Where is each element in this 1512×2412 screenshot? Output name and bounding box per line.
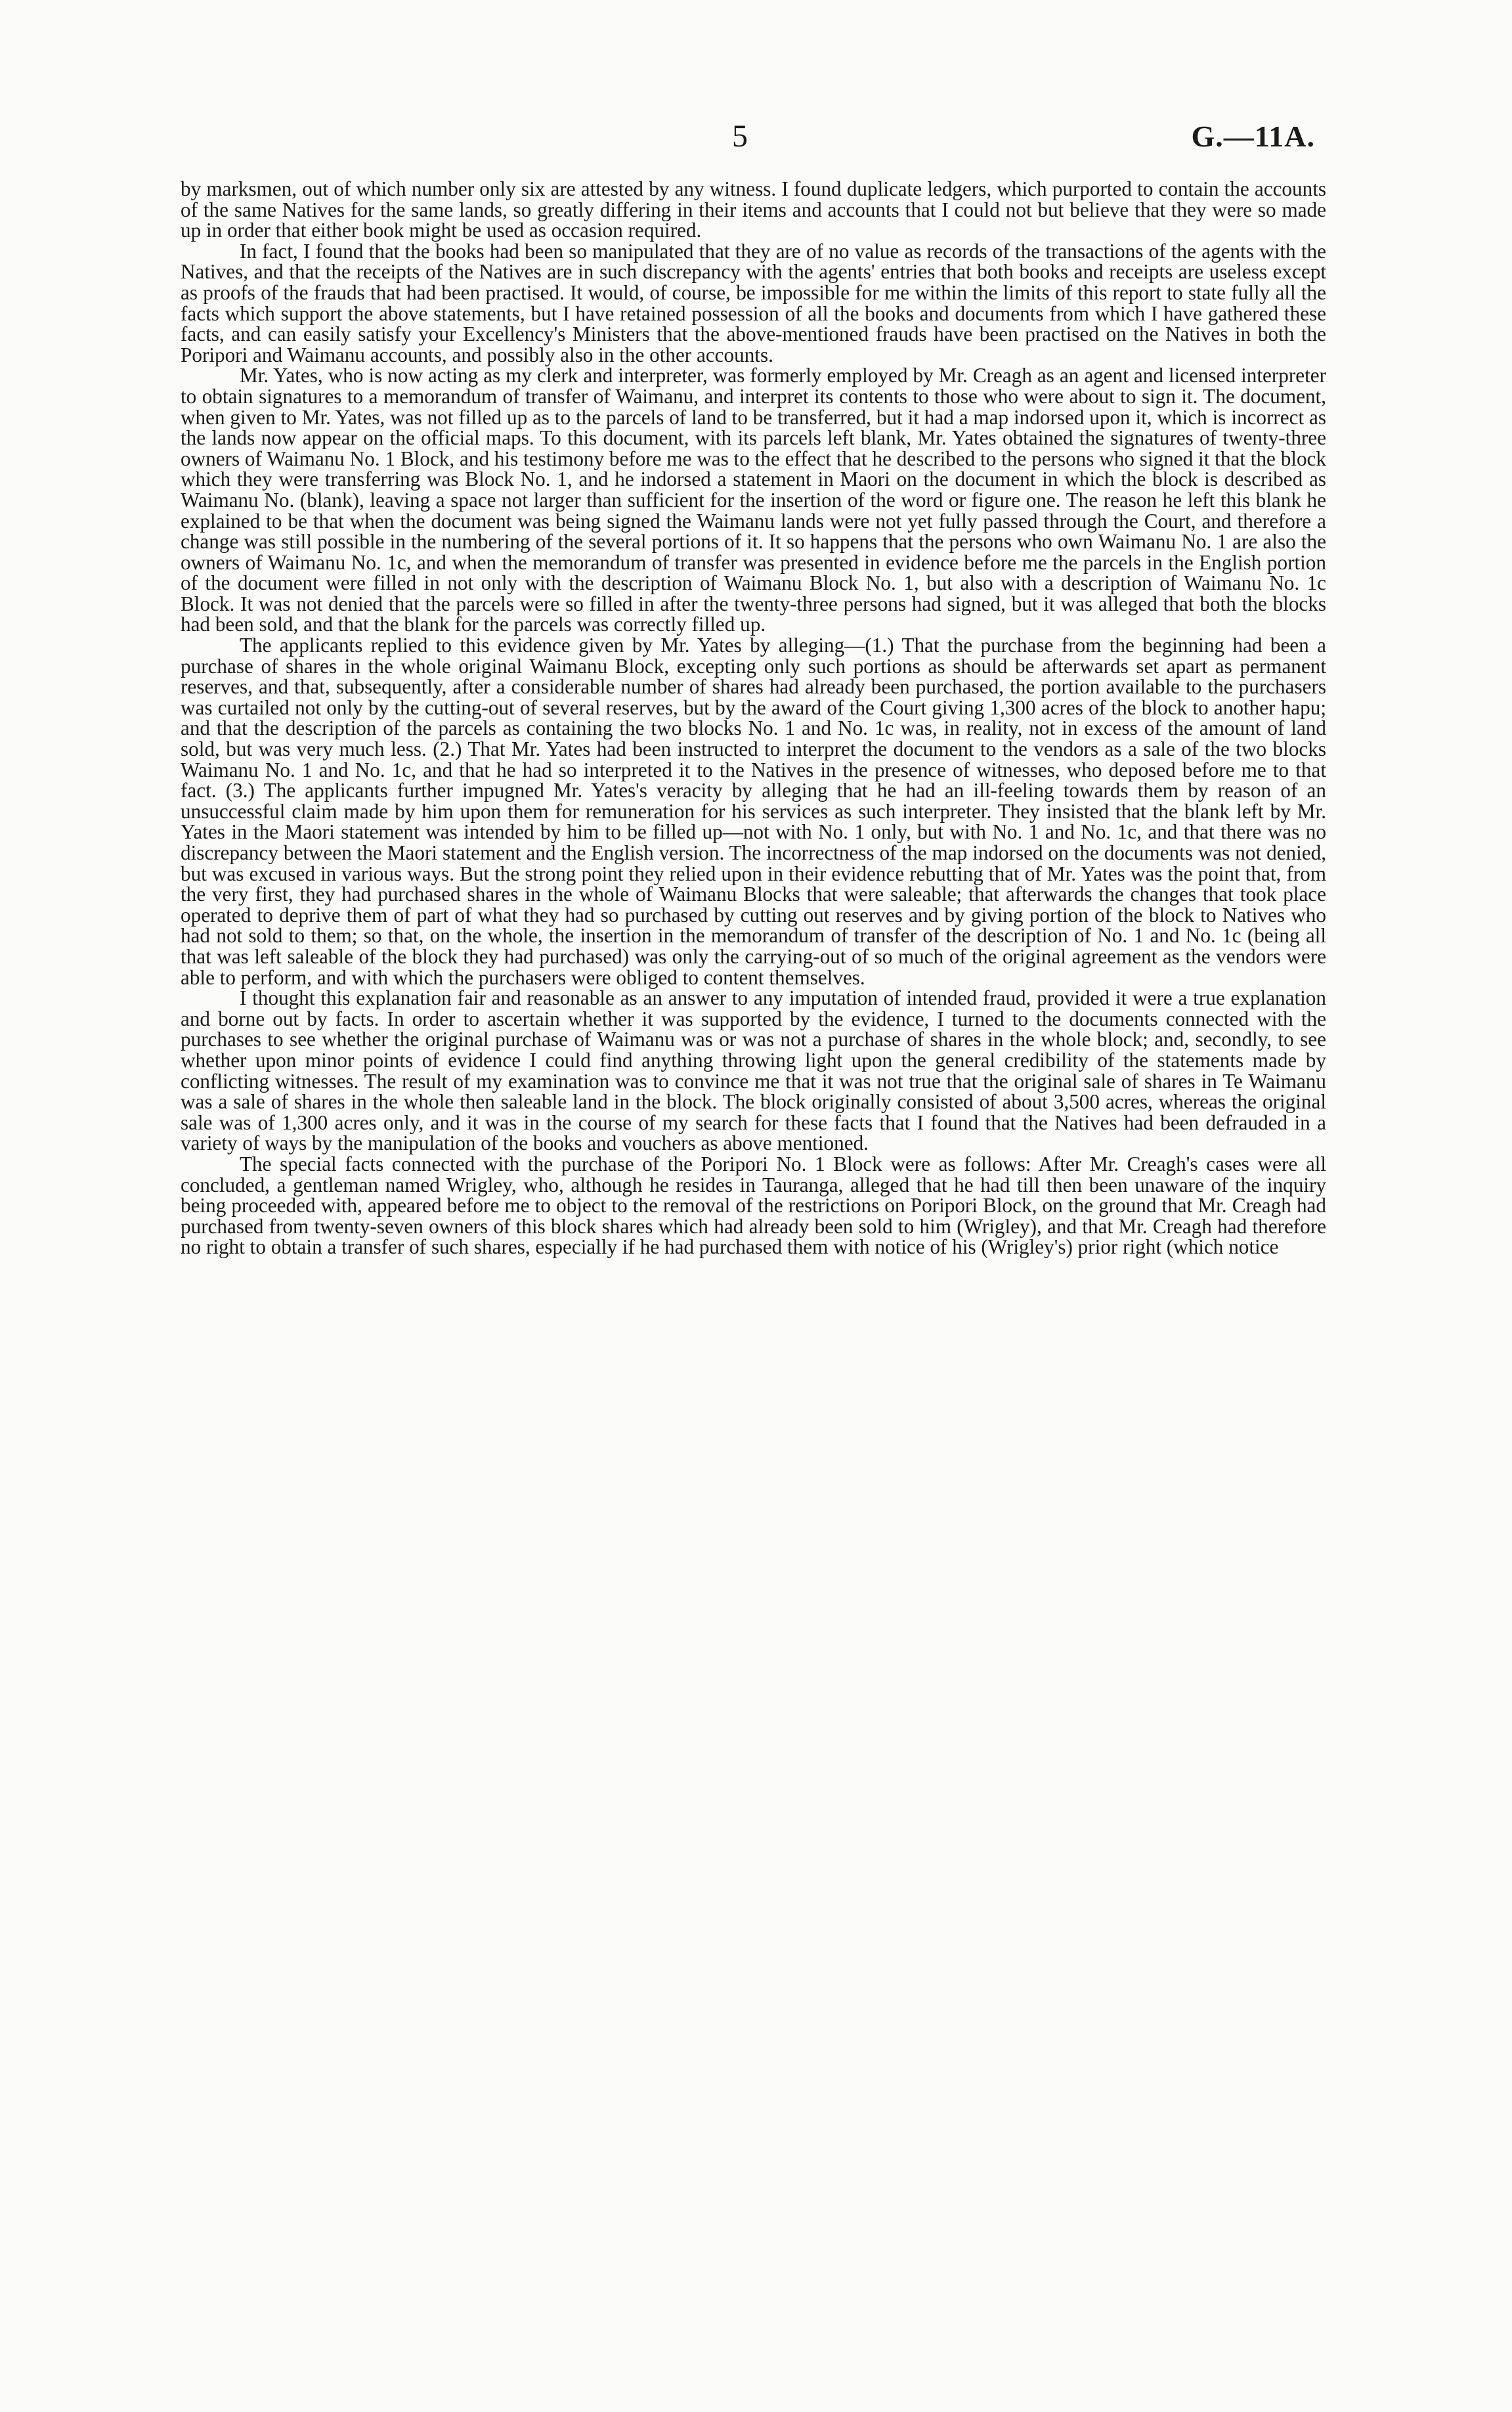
paragraph: by marksmen, out of which number only six are attested by any witness. I found duplicate ledgers, which purported to contain the accounts of the same Natives for the same lands, so greatly differing in their items and accounts that I could not but believe that they were so made up in order that either book might be used as occasion required. [181, 177, 1326, 242]
paragraph: The special facts connected with the purchase of the Poripori No. 1 Block were as follows: After Mr. Creagh's cases were all concluded, a gentleman named Wrigley, who, although he resides in Tauranga, alleged that he had till then been unaware of the inquiry being proceeded with, appeared before me to object to the removal of the restrictions on Poripori Block, on the ground that Mr. Creagh had purchased from twenty-seven owners of this block shares which had already been sold to him (Wrigley), and that Mr. Creagh had therefore no right to obtain a transfer of such shares, especially if he had purchased them with notice of his (Wrigley's) prior right (which notice [181, 1152, 1326, 1259]
paragraph: Mr. Yates, who is now acting as my clerk and interpreter, was formerly employed by Mr. Creagh as an agent and licensed interpreter to obtain signatures to a memorandum of transfer of Waimanu, and interpret its contents to those who were about to sign it. The document, when given to Mr. Yates, was not filled up as to the parcels of land to be transferred, but it had a map indorsed upon it, which is incorrect as the lands now appear on the official maps. To this document, with its parcels left blank, Mr. Yates obtained the signatures of twenty-three owners of Waimanu No. 1 Block, and his testimony before me was to the effect that he described to the persons who signed it that the block which they were transferring was Block No. 1, and he indorsed a statement in Maori on the document in which the block is described as Waimanu No. (blank), leaving a space not larger than sufficient for the insertion of the word or figure one. The reason he left this blank he explained to be that when the document was being signed the Waimanu lands were not yet fully passed through the Court, and therefore a change was still possible in the numbering of the several portions of it. It so happens that the persons who own Waimanu No. 1 are also the owners of Waimanu No. 1c, and when the memorandum of transfer was presented in evidence before me the parcels in the English portion of the document were filled in not only with the description of Waimanu Block No. 1, but also with a description of Waimanu No. 1c Block. It was not denied that the parcels were so filled in after the twenty-three persons had signed, but it was alleged that both the blocks had been sold, and that the blank for the parcels was correctly filled up. [181, 364, 1326, 636]
paragraph: The applicants replied to this evidence given by Mr. Yates by alleging—(1.) That the purchase from the beginning had been a purchase of shares in the whole original Waimanu Block, excepting only such portions as should be afterwards set apart as permanent reserves, and that, subsequently, after a considerable number of shares had already been purchased, the portion available to the purchasers was curtailed not only by the cutting-out of several reserves, but by the award of the Court giving 1,300 acres of the block to another hapu; and that the description of the parcels as containing the two blocks No. 1 and No. 1c was, in reality, not in excess of the amount of land sold, but was very much less. (2.) That Mr. Yates had been instructed to interpret the document to the vendors as a sale of the two blocks Waimanu No. 1 and No. 1c, and that he had so interpreted it to the Natives in the presence of witnesses, who deposed before me to that fact. (3.) The applicants further impugned Mr. Yates's veracity by alleging that he had an ill-feeling towards them by reason of an unsuccessful claim made by him upon them for remuneration for his services as such interpreter. They insisted that the blank left by Mr. Yates in the Maori statement was intended by him to be filled up—not with No. 1 only, but with No. 1 and No. 1c, and that there was no discrepancy between the Maori statement and the English version. The incorrectness of the map indorsed on the documents was not denied, but was excused in various ways. But the strong point they relied upon in their evidence rebutting that of Mr. Yates was the point that, from the very first, they had purchased shares in the whole of Waimanu Blocks that were saleable; that afterwards the changes that took place operated to deprive them of part of what they had so purchased by cutting out reserves and by giving portion of the block to Natives who had not sold to them; so that, on the whole, the insertion in the memorandum of transfer of the description of No. 1 and No. 1c (being all that was left saleable of the block they had purchased) was only the carrying-out of so much of the original agreement as the vendors were able to perform, and with which the purchasers were obliged to content themselves. [181, 634, 1326, 989]
paragraph: I thought this explanation fair and reasonable as an answer to any imputation of intended fraud, provided it were a true explanation and borne out by facts. In order to ascertain whether it was supported by the evidence, I turned to the documents connected with the purchases to see whether the original purchase of Waimanu was or was not a purchase of shares in the whole block; and, secondly, to see whether upon minor points of evidence I could find anything throwing light upon the general credibility of the statements made by conflicting witnesses. The result of my examination was to convince me that it was not true that the original sale of shares in Te Waimanu was a sale of shares in the whole then saleable land in the block. The block originally consisted of about 3,500 acres, whereas the original sale was of 1,300 acres only, and it was in the course of my search for these facts that I found that the Natives had been defrauded in a variety of ways by the manipulation of the books and vouchers as above mentioned. [181, 986, 1326, 1155]
document-reference: G.—11A. [1191, 120, 1315, 153]
paragraph: In fact, I found that the books had been so manipulated that they are of no value as records of the transactions of the agents with the Natives, and that the receipts of the Natives are in such discrepancy with the agents' entries that both books and receipts are useless except as proofs of the frauds that had been practised. It would, of course, be impossible for me within the limits of this report to state fully all the facts which support the above statements, but I have retained possession of all the books and documents from which I have gathered these facts, and can easily satisfy your Excellency's Ministers that the above-mentioned frauds have been practised on the Natives in both the Poripori and Waimanu accounts, and possibly also in the other accounts. [181, 239, 1326, 366]
page-number: 5 [732, 119, 748, 154]
body-text [181, 179, 1326, 1258]
page-header [0, 117, 1512, 156]
